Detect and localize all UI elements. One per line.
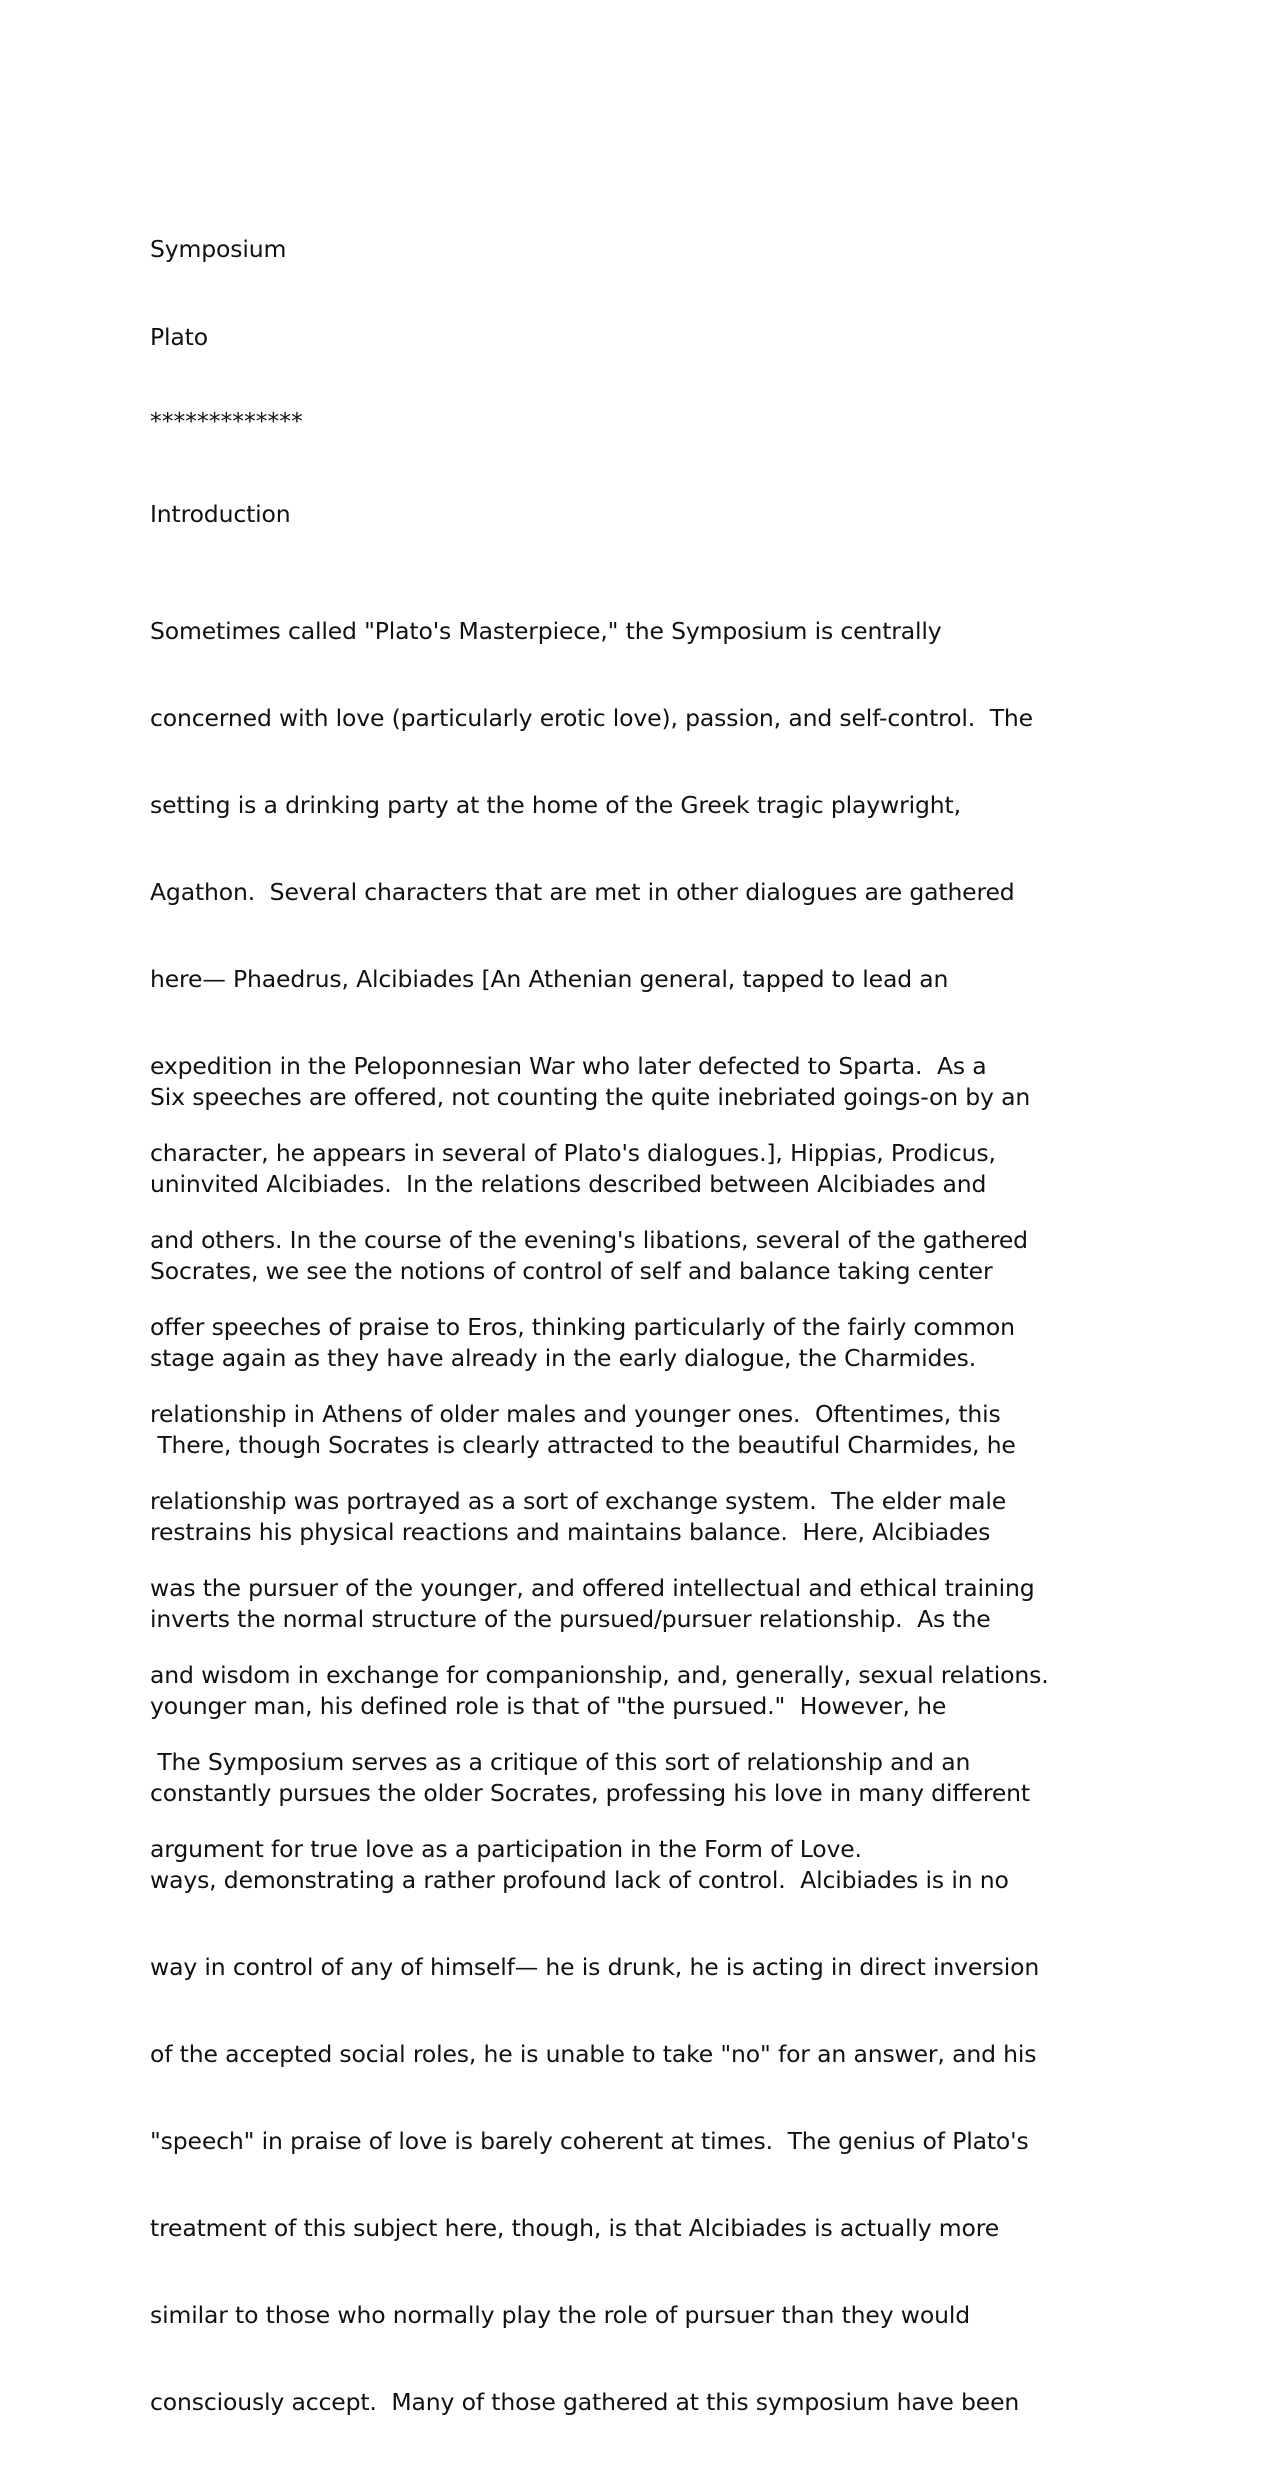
text-line: consciously accept. Many of those gathered at this symposium have been [150,2388,1020,2416]
text-line: concerned with love (particularly erotic love), passion, and self-control. The [150,704,1033,732]
text-line: of the accepted social roles, he is unable to take "no" for an answer, and his [150,2040,1037,2068]
text-line: constantly pursues the older Socrates, professing his love in many different [150,1779,1030,1807]
text-line: way in control of any of himself— he is drunk, he is acting in direct inversion [150,1953,1040,1981]
text-line: similar to those who normally play the role of pursuer than they would [150,2301,970,2329]
text-line: and others. In the course of the evening's libations, several of the gathered [150,1226,1028,1254]
text-line: offer speeches of praise to Eros, thinking particularly of the fairly common [150,1313,1015,1341]
text-line: setting is a drinking party at the home of the Greek tragic playwright, [150,791,961,819]
document-author: Plato [150,323,208,351]
text-line: Socrates, we see the notions of control of self and balance taking center [150,1257,993,1285]
text-line: argument for true love as a participation in the Form of Love. [150,1835,862,1863]
text-line: Six speeches are offered, not counting the quite inebriated goings-on by an [150,1083,1031,1111]
text-line: character, he appears in several of Plato's dialogues.], Hippias, Prodicus, [150,1139,996,1167]
introduction-paragraph-2 [150,1025,1039,2475]
text-line: "speech" in praise of love is barely coherent at times. The genius of Plato's [150,2127,1029,2155]
text-line: Sometimes called "Plato's Masterpiece," the Symposium is centrally [150,617,942,645]
text-line: inverts the normal structure of the pursued/pursuer relationship. As the [150,1605,991,1633]
text-line: uninvited Alcibiades. In the relations described between Alcibiades and [150,1170,987,1198]
text-line: here— Phaedrus, Alcibiades [An Athenian general, tapped to lead an [150,965,949,993]
text-line: treatment of this subject here, though, is that Alcibiades is actually more [150,2214,1000,2242]
text-line: was the pursuer of the younger, and offered intellectual and ethical training [150,1574,1035,1602]
text-line: restrains his physical reactions and maintains balance. Here, Alcibiades [150,1518,991,1546]
text-line: younger man, his defined role is that of "the pursued." However, he [150,1692,947,1720]
text-line: relationship was portrayed as a sort of exchange system. The elder male [150,1487,1007,1515]
section-heading: Introduction [150,500,291,528]
text-line: There, though Socrates is clearly attracted to the beautiful Charmides, he [150,1431,1016,1459]
section-separator: ************* [150,407,303,435]
text-line: Agathon. Several characters that are met in other dialogues are gathered [150,878,1015,906]
text-line: The Symposium serves as a critique of this sort of relationship and an [150,1748,971,1776]
text-line: stage again as they have already in the early dialogue, the Charmides. [150,1344,977,1372]
text-line: expedition in the Peloponnesian War who later defected to Sparta. As a [150,1052,987,1080]
document-title: Symposium [150,235,287,263]
text-line: and wisdom in exchange for companionship, and, generally, sexual relations. [150,1661,1049,1689]
text-line: relationship in Athens of older males and younger ones. Oftentimes, this [150,1400,1001,1428]
text-line: ways, demonstrating a rather profound lack of control. Alcibiades is in no [150,1866,1009,1894]
